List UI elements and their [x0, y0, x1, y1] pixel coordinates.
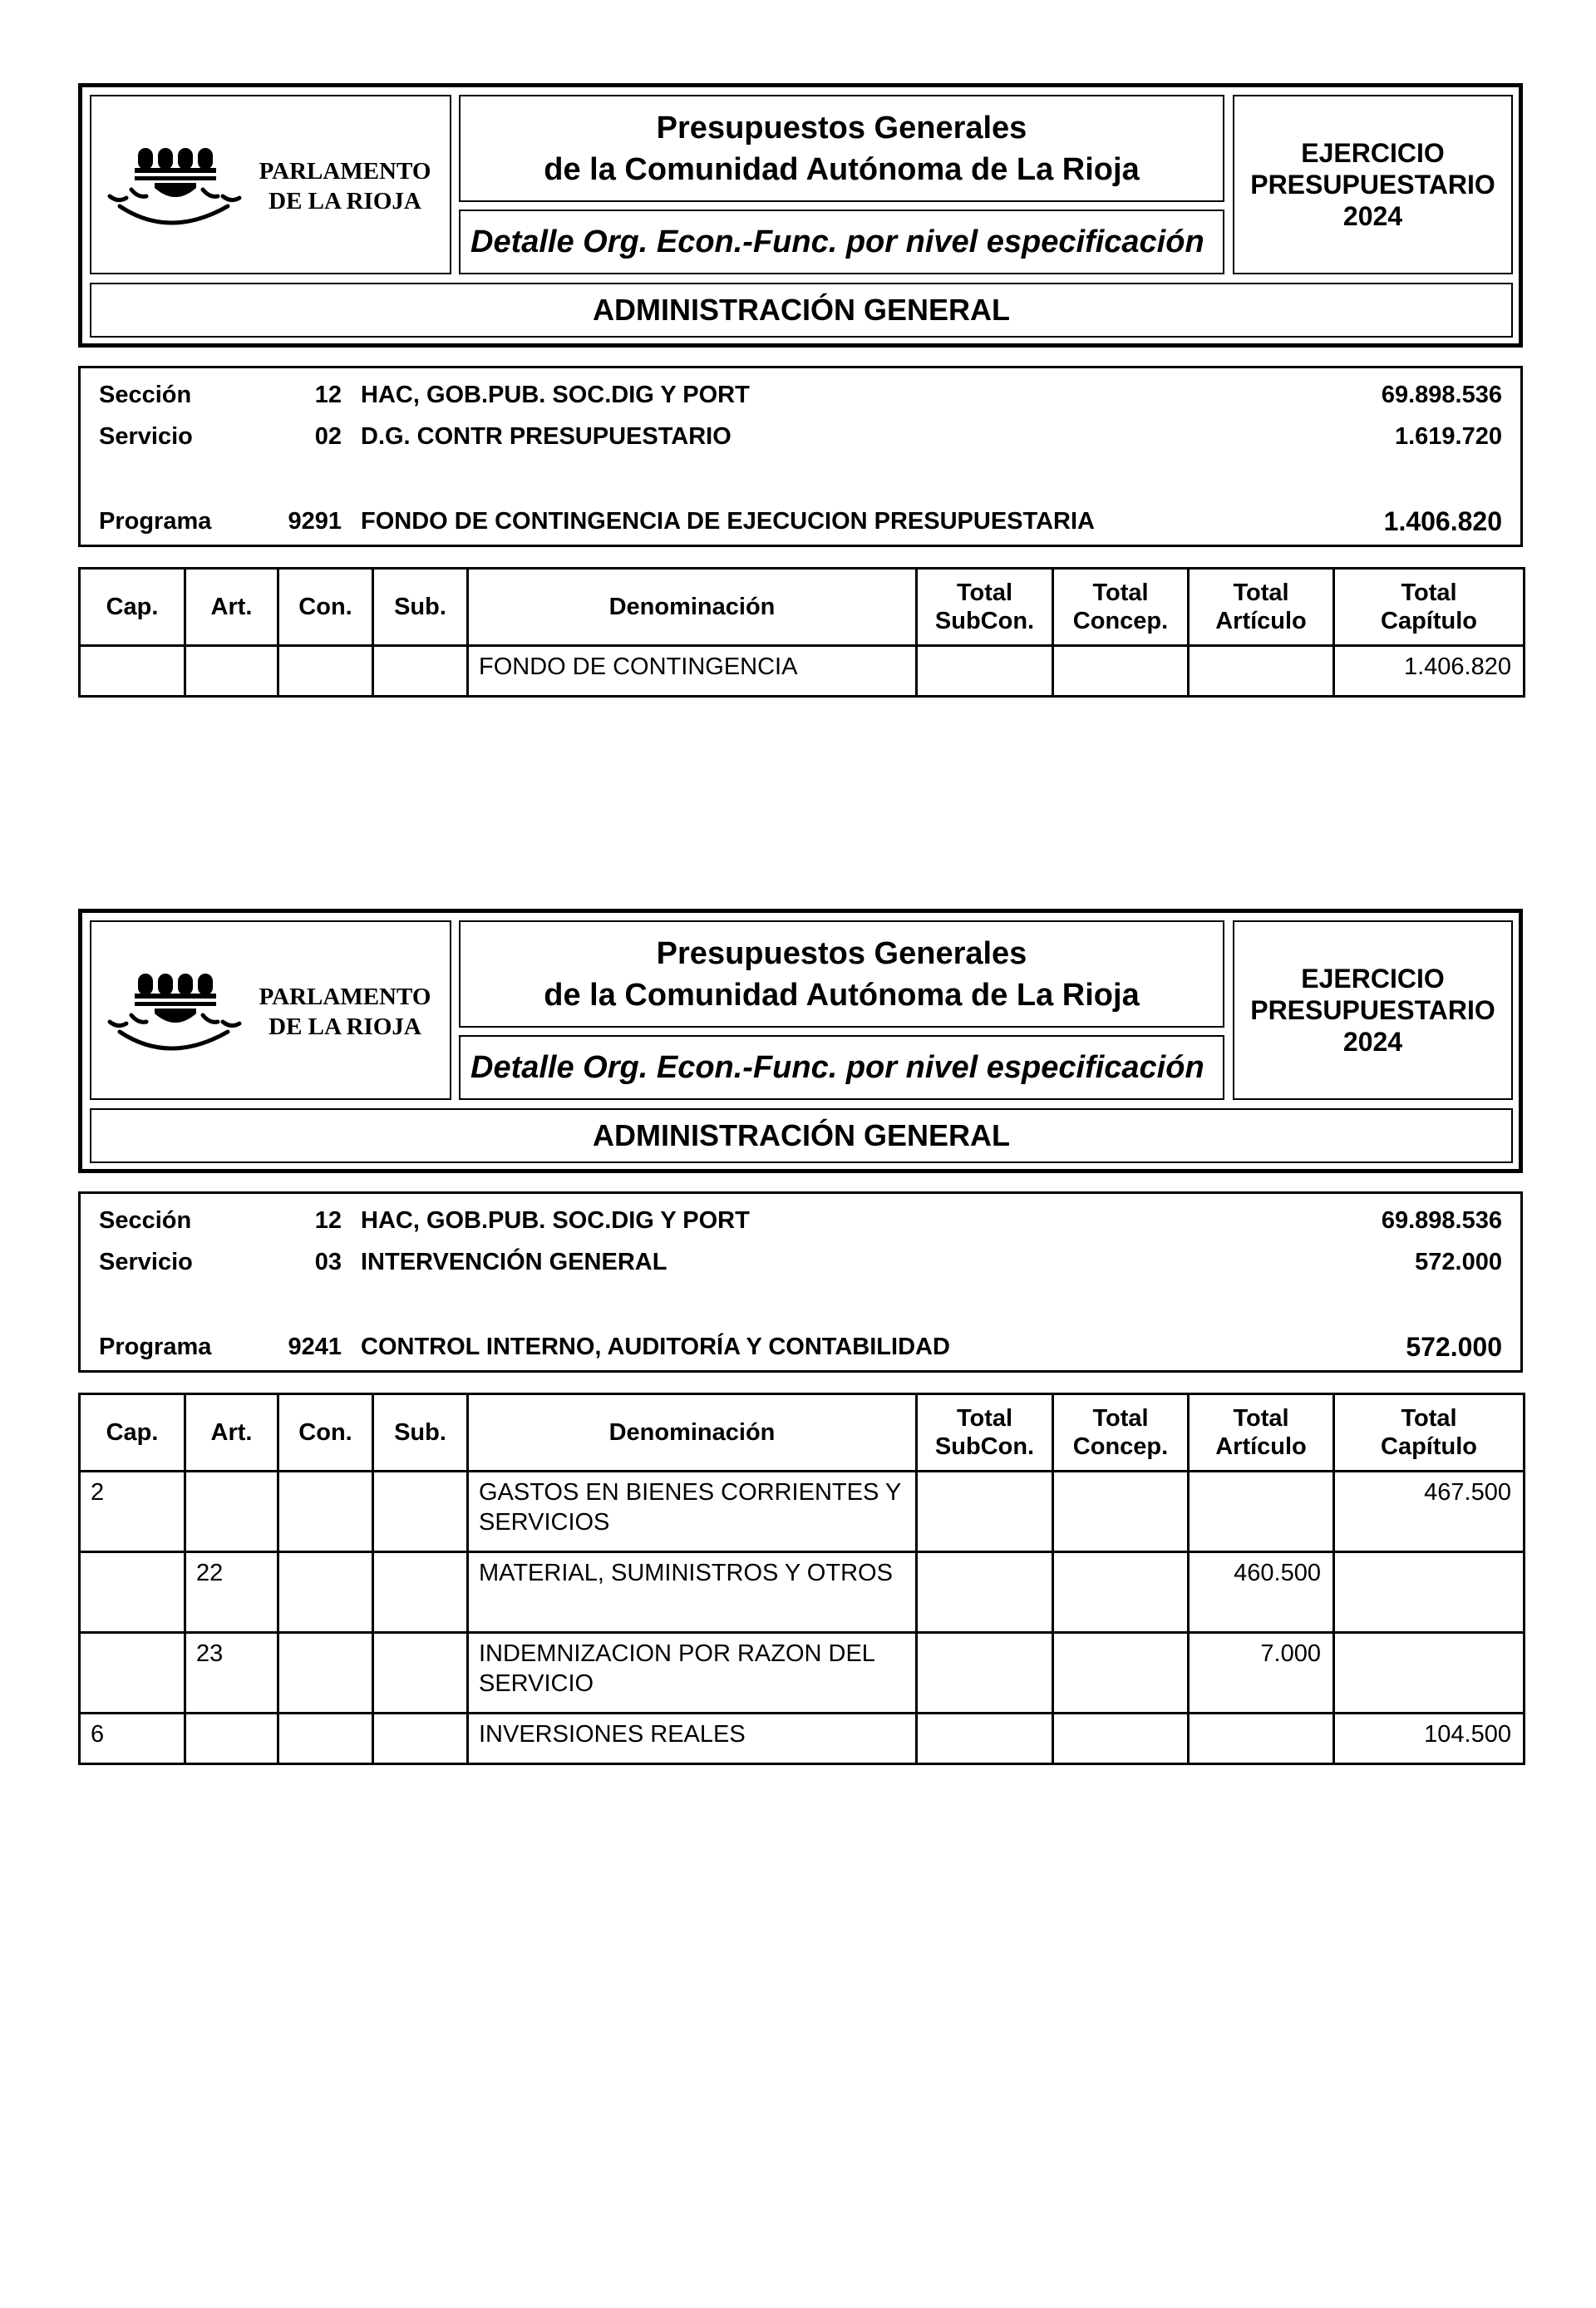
logo-box [90, 95, 451, 274]
cell-con [278, 1472, 373, 1552]
logo-box [90, 920, 451, 1100]
servicio-row [81, 1245, 1520, 1279]
cell-total-articulo [1189, 1714, 1334, 1764]
col-cap: Cap. [80, 1394, 185, 1472]
col-total-capitulo: Total Capítulo [1334, 569, 1525, 646]
cell-total-articulo [1189, 646, 1334, 697]
title-line2: de la Comunidad Autónoma de La Rioja [544, 977, 1140, 1013]
servicio-code: 02 [314, 423, 342, 450]
table-row [80, 1714, 1525, 1764]
col-denominacion: Denominación [468, 1394, 917, 1472]
logo-text [249, 982, 441, 1042]
servicio-name: INTERVENCIÓN GENERAL [361, 1249, 667, 1275]
fiscal-year-box [1233, 920, 1513, 1100]
cell-sub [373, 1714, 468, 1764]
cell-sub [373, 1633, 468, 1714]
seccion-code: 12 [314, 1207, 342, 1234]
report-title [459, 95, 1224, 202]
cell-denominacion: INVERSIONES REALES [468, 1714, 917, 1764]
seccion-code: 12 [314, 382, 342, 408]
programa-row [81, 1330, 1520, 1364]
seccion-row [81, 378, 1520, 412]
servicio-amount: 1.619.720 [1394, 423, 1502, 450]
cell-art [185, 1714, 278, 1764]
year-line3: 2024 [1342, 201, 1403, 231]
budget-report-2 [78, 909, 1523, 1765]
servicio-code: 03 [314, 1249, 342, 1275]
col-total-concep: Total Concep. [1053, 1394, 1189, 1472]
servicio-label: Servicio [99, 1249, 193, 1275]
cell-total-subcon [917, 646, 1053, 697]
cell-cap [80, 646, 185, 697]
col-cap: Cap. [80, 569, 185, 646]
programa-name: FONDO DE CONTINGENCIA DE EJECUCION PRESUPUESTARIA [361, 508, 1095, 535]
report-title [459, 920, 1224, 1028]
fiscal-year-box [1233, 95, 1513, 274]
cell-total-subcon [917, 1633, 1053, 1714]
cell-con [278, 1633, 373, 1714]
table-row [80, 646, 1525, 697]
programa-label: Programa [99, 508, 212, 535]
servicio-amount: 572.000 [1415, 1249, 1502, 1275]
cell-total-subcon [917, 1472, 1053, 1552]
report-subtitle: Detalle Org. Econ.-Func. por nivel especificación [459, 1035, 1224, 1100]
cell-total-capitulo [1334, 1633, 1525, 1714]
cell-total-concep [1053, 1472, 1189, 1552]
cell-total-capitulo: 467.500 [1334, 1472, 1525, 1552]
title-line2: de la Comunidad Autónoma de La Rioja [544, 151, 1140, 187]
logo-text [249, 156, 441, 216]
title-line1: Presupuestos Generales [656, 110, 1027, 145]
report-subtitle: Detalle Org. Econ.-Func. por nivel especificación [459, 210, 1224, 274]
cell-total-concep [1053, 1552, 1189, 1633]
programa-code: 9291 [288, 508, 342, 535]
table-row [80, 1633, 1525, 1714]
organic-info-box [78, 1191, 1523, 1373]
budget-report-1 [78, 83, 1523, 698]
year-line2: PRESUPUESTARIO [1250, 170, 1495, 200]
col-denominacion: Denominación [468, 569, 917, 646]
servicio-name: D.G. CONTR PRESUPUESTARIO [361, 423, 732, 450]
cell-denominacion: INDEMNIZACION POR RAZON DEL SERVICIO [468, 1633, 917, 1714]
cell-con [278, 646, 373, 697]
cell-art [185, 1472, 278, 1552]
cell-total-subcon [917, 1552, 1053, 1633]
year-line1: EJERCICIO [1301, 138, 1445, 168]
logo-line2: DE LA RIOJA [268, 188, 421, 215]
year-line2: PRESUPUESTARIO [1250, 995, 1495, 1025]
report-header [78, 909, 1523, 1173]
table-header-row [80, 1394, 1525, 1472]
parliament-logo-icon [103, 130, 244, 254]
programa-code: 9241 [288, 1334, 342, 1360]
table-row [80, 1552, 1525, 1633]
logo-line1: PARLAMENTO [259, 984, 431, 1010]
cell-cap [80, 1552, 185, 1633]
table-header-row [80, 569, 1525, 646]
servicio-row [81, 420, 1520, 453]
programa-label: Programa [99, 1334, 212, 1360]
cell-total-capitulo: 1.406.820 [1334, 646, 1525, 697]
cell-sub [373, 1472, 468, 1552]
cell-sub [373, 1552, 468, 1633]
cell-total-articulo [1189, 1472, 1334, 1552]
cell-con [278, 1552, 373, 1633]
cell-total-articulo: 7.000 [1189, 1633, 1334, 1714]
cell-cap: 6 [80, 1714, 185, 1764]
cell-cap: 2 [80, 1472, 185, 1552]
programa-row [81, 505, 1520, 538]
seccion-name: HAC, GOB.PUB. SOC.DIG Y PORT [361, 1207, 750, 1234]
budget-table [78, 1393, 1525, 1765]
cell-art [185, 646, 278, 697]
cell-art: 22 [185, 1552, 278, 1633]
administration-label: ADMINISTRACIÓN GENERAL [90, 1108, 1513, 1163]
logo-line2: DE LA RIOJA [268, 1013, 421, 1040]
col-total-subcon: Total SubCon. [917, 569, 1053, 646]
organic-info-box [78, 366, 1523, 547]
cell-total-concep [1053, 646, 1189, 697]
col-con: Con. [278, 569, 373, 646]
seccion-label: Sección [99, 382, 192, 408]
report-header [78, 83, 1523, 348]
title-line1: Presupuestos Generales [656, 935, 1027, 971]
cell-total-subcon [917, 1714, 1053, 1764]
cell-total-concep [1053, 1633, 1189, 1714]
col-art: Art. [185, 569, 278, 646]
col-total-concep: Total Concep. [1053, 569, 1189, 646]
table-row [80, 1472, 1525, 1552]
seccion-row [81, 1204, 1520, 1237]
budget-table [78, 567, 1525, 698]
col-total-articulo: Total Artículo [1189, 1394, 1334, 1472]
cell-art: 23 [185, 1633, 278, 1714]
col-art: Art. [185, 1394, 278, 1472]
col-total-subcon: Total SubCon. [917, 1394, 1053, 1472]
seccion-amount: 69.898.536 [1381, 1207, 1502, 1234]
col-total-articulo: Total Artículo [1189, 569, 1334, 646]
cell-total-articulo: 460.500 [1189, 1552, 1334, 1633]
cell-total-concep [1053, 1714, 1189, 1764]
cell-total-capitulo [1334, 1552, 1525, 1633]
programa-name: CONTROL INTERNO, AUDITORÍA Y CONTABILIDAD [361, 1334, 950, 1360]
col-sub: Sub. [373, 569, 468, 646]
cell-cap [80, 1633, 185, 1714]
col-con: Con. [278, 1394, 373, 1472]
logo-line1: PARLAMENTO [259, 158, 431, 185]
seccion-name: HAC, GOB.PUB. SOC.DIG Y PORT [361, 382, 750, 408]
cell-denominacion: GASTOS EN BIENES CORRIENTES Y SERVICIOS [468, 1472, 917, 1552]
seccion-label: Sección [99, 1207, 192, 1234]
cell-denominacion: FONDO DE CONTINGENCIA [468, 646, 917, 697]
programa-amount: 572.000 [1406, 1332, 1502, 1362]
col-total-capitulo: Total Capítulo [1334, 1394, 1525, 1472]
administration-label: ADMINISTRACIÓN GENERAL [90, 283, 1513, 338]
servicio-label: Servicio [99, 423, 193, 450]
cell-total-capitulo: 104.500 [1334, 1714, 1525, 1764]
seccion-amount: 69.898.536 [1381, 382, 1502, 408]
col-sub: Sub. [373, 1394, 468, 1472]
year-line1: EJERCICIO [1301, 964, 1445, 994]
year-line3: 2024 [1342, 1027, 1403, 1057]
cell-sub [373, 646, 468, 697]
cell-con [278, 1714, 373, 1764]
parliament-logo-icon [103, 955, 244, 1080]
programa-amount: 1.406.820 [1383, 506, 1502, 536]
cell-denominacion: MATERIAL, SUMINISTROS Y OTROS [468, 1552, 917, 1633]
